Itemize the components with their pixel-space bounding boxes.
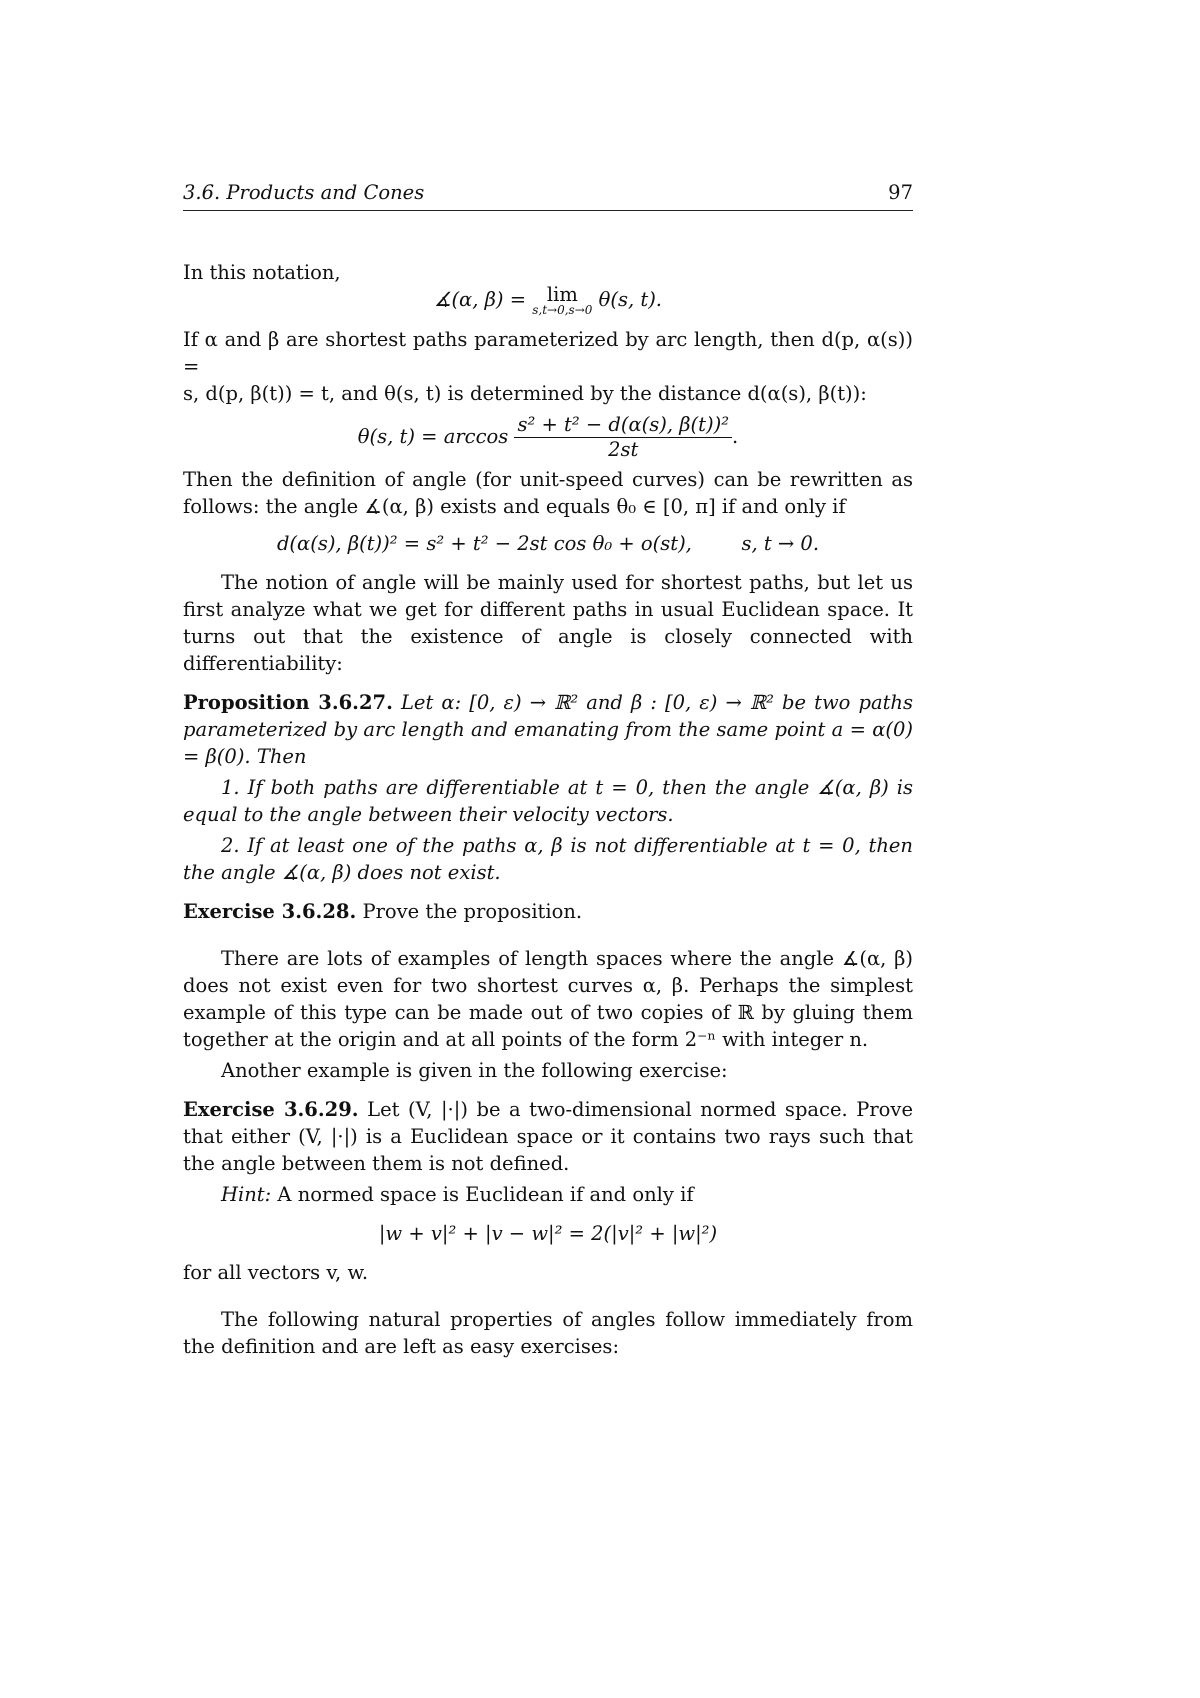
limit-operator <box>532 283 593 317</box>
exercise-3-6-28 <box>183 898 913 925</box>
exercise-29-label: Exercise 3.6.29. <box>183 1098 359 1121</box>
parallelogram-formula: |w + v|² + |v − w|² = 2(|v|² + |w|²) <box>378 1222 718 1245</box>
exercise-28-label: Exercise 3.6.28. <box>183 900 357 923</box>
lots-paragraph: There are lots of examples of length spaces where the angle ∡(α, β) does not exist even for two shortest curves α, β. Perhaps the simplest example of this type can be made out of two copies of ℝ by gluing them together at the origin and at all points of the form 2⁻ⁿ with integer n. <box>183 947 913 1051</box>
angle-def-rhs: θ(s, t). <box>598 288 663 311</box>
theta-fraction <box>514 413 732 462</box>
hint-paragraph <box>183 1181 913 1208</box>
hint-label: Hint: <box>221 1183 272 1206</box>
page-number: 97 <box>888 181 913 204</box>
hint-text: A normed space is Euclidean if and only if <box>277 1183 694 1206</box>
notation-intro: In this notation, <box>183 261 341 284</box>
notion-paragraph: The notion of angle will be mainly used for shortest paths, but let us first analyze what we get for different paths in usual Euclidean space. It turns out that the existence of angle is closely connected with differentiability: <box>183 571 913 675</box>
section-title: 3.6. Products and Cones <box>183 181 425 204</box>
proposition-item-2: 2. If at least one of the paths α, β is not differentiable at t = 0, then the angle ∡(α, β) does not exist. <box>183 834 913 884</box>
proposition-text: Let α: [0, ε) → ℝ² and β : [0, ε) → ℝ² be two paths parameterized by arc length and emanating from the same point a = α(0) = β(0). Then <box>183 691 913 768</box>
theta-denominator: 2st <box>608 438 639 461</box>
then-line-2: follows: the angle ∡(α, β) exists and equals θ₀ ∈ [0, π] if and only if <box>183 495 846 518</box>
shortest-paths-line-1: If α and β are shortest paths parameterized by arc length, then d(p, α(s)) = <box>183 328 913 378</box>
theta-numerator: s² + t² − d(α(s), β(t))² <box>514 413 732 438</box>
exercise-28-text: Prove the proposition. <box>362 900 583 923</box>
proposition-3-6-27 <box>183 689 913 770</box>
exercise-3-6-29 <box>183 1096 913 1177</box>
angle-definition-formula <box>183 283 913 326</box>
theta-period: . <box>732 425 739 448</box>
shortest-paths-line-2: s, d(p, β(t)) = t, and θ(s, t) is determined by the distance d(α(s), β(t)): <box>183 382 867 405</box>
for-all-vectors: for all vectors v, w. <box>183 1261 369 1284</box>
then-line-1: Then the definition of angle (for unit-speed curves) can be rewritten as <box>183 468 913 491</box>
angle-def-lhs: ∡(α, β) = <box>433 288 527 311</box>
exercise-29-text: Let (V, |·|) be a two-dimensional normed space. Prove that either (V, |·|) is a Euclidean space or it contains two rays such that the angle between them is not defined. <box>183 1098 913 1175</box>
proposition-item-1: 1. If both paths are differentiable at t = 0, then the angle ∡(α, β) is equal to the angle between their velocity vectors. <box>183 776 913 826</box>
theta-formula <box>183 413 913 462</box>
proposition-label: Proposition 3.6.27. <box>183 691 393 714</box>
page <box>183 180 913 1360</box>
running-header <box>183 180 913 211</box>
limit-word: lim <box>546 283 578 306</box>
another-paragraph: Another example is given in the following exercise: <box>221 1059 728 1082</box>
limit-subscript: s,t→0,s→0 <box>532 303 593 317</box>
theta-lhs: θ(s, t) = arccos <box>357 425 509 448</box>
following-paragraph: The following natural properties of angles follow immediately from the definition and are left as easy exercises: <box>183 1308 913 1358</box>
expansion-formula: d(α(s), β(t))² = s² + t² − 2st cos θ₀ + o(st), s, t → 0. <box>276 532 820 555</box>
